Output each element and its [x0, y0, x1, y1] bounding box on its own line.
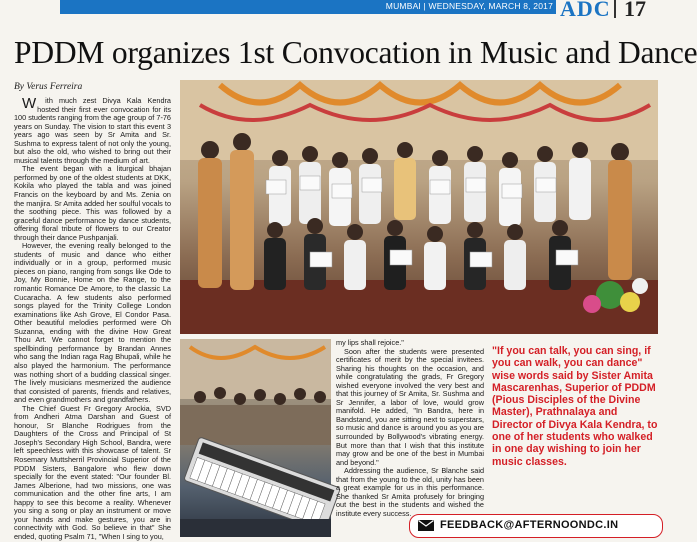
masthead-divider	[614, 0, 616, 18]
article-paragraph: With much zest Divya Kala Kendra hosted their first ever convocation for its 100 students ranging from the age group of 7-76 years on Sunday. The vision to start this event 3 years ago was seen by Sr Amita and Sr. Sushma to express talent of not only the young, but also the old, who wished to bring out their musical talents through the medium of art.	[14, 95, 171, 165]
article-byline: By Verus Ferreira	[14, 82, 83, 92]
article-column-2	[336, 338, 484, 518]
keyboard-performance-photo	[180, 339, 331, 537]
article-paragraph: The event began with a liturgical bhajan performed by one of the oldest students at DKK, Kokila who played the tabla and was joined Francis on the keyboard by and Ms. Zenia on the manjira. Sr Amita added her soulful vocals to the soothing piece. This was followed by a graceful dance performance by dance students, offering floral tribute of flowers to our Creator through their dance Pushpanjali.	[14, 164, 171, 242]
feedback-email[interactable]: FEEDBACK@AFTERNOONDC.IN	[440, 519, 619, 531]
article-paragraph: my lips shall rejoice."	[336, 338, 404, 347]
feedback-banner[interactable]	[409, 514, 663, 538]
newspaper-brand: ADC	[560, 0, 611, 21]
article-paragraph: Soon after the students were presented certificates of merit by the special invitees. Sharing his thoughts on the occasion, and while congratulating the grads, Fr Gregory wished everyone involved the very best and that this journey of Sr Amita, Sr. Sushma and Sr Jennifer, a labor of love, would grow manifold. He added, "In Bandra, here in Bandstand, you are sitting next to superstars, so music and dance is around you as you are surrounded by Bollywood's vibrating energy. But more than that I wish that this institute may grow and be one of the best in Mumbai and beyond."	[336, 346, 484, 467]
convocation-group-photo	[180, 80, 658, 334]
article-column-1	[14, 95, 171, 541]
group-photo-illustration	[180, 80, 658, 334]
article-paragraph: The Chief Guest Fr Gregory Arockia, SVD from Andheri Atma Darshan and Guest of honour, Sr Blanche Rodrigues from the Daughters of the Cross and Principal of St Joseph's Secondary High School, Bandra, were left speechless with this showcase of talent. Sr Rosemary Muttsherril Provincial Superior of the PDDM Sisters, Bangalore who flew down specially for the event stated: "Our founder Bl. James Alberione, had two missions, one was communication and the other fine arts, I am happy to see this become a reality. Whenever you sing a song or play an instrument or move your hands and make gestures, you are in connectivity with God. So believe in that" She ended, quoting Psalm 71, "When I sing to you,	[14, 403, 171, 541]
pull-quote: "If you can talk, you can sing, if you can walk, you can dance" wise words said by Sister Amita Mascarenhas, Superior of PDDM (Pious Disciples of the Divine Master), Prathnalaya and Director of Divya Kala Kendra, to one of her students who walked in one day wishing to join her music classes.	[492, 345, 658, 468]
article-paragraph: Addressing the audience, Sr Blanche said that from the young to the old, unity has been a great example for us in this performance. She thanked Sr Amita profusely for bringing out the best in the students and wished the institute every success.	[336, 466, 484, 518]
envelope-icon	[418, 520, 434, 531]
dateline: MUMBAI | WEDNESDAY, MARCH 8, 2017	[385, 1, 553, 11]
masthead	[0, 0, 671, 20]
page-number: 17	[624, 0, 646, 21]
keyboard-photo-illustration	[180, 339, 331, 537]
article-headline: PDDM organizes 1st Convocation in Music and Dance	[14, 35, 697, 70]
article-paragraph: However, the evening really belonged to the students of music and dance who either individually or in a group, performed music pieces on piano, ranging from songs like Ode to Joy, My Bonnie, Home on the Range, to the romantic Romance De Amore, to the classic La Cucaracha. A few students also performed songs played for the Trinity College London examinations like Ash Grove, El Condor Pasa. Other beautiful melodies performed were Oh Suzanna, ending with the divine How Great Thou Art. We cannot forget to mention the spellbinding performance by Brandan Annes who sang the Indian raga Rag Bhupali, while he also played the harmonium. The performance was nothing short of a budding classical singer. The lively musicians mesmerized the audience that consisted of parents, friends and relatives, and even grandmothers and grandfathers.	[14, 241, 171, 405]
